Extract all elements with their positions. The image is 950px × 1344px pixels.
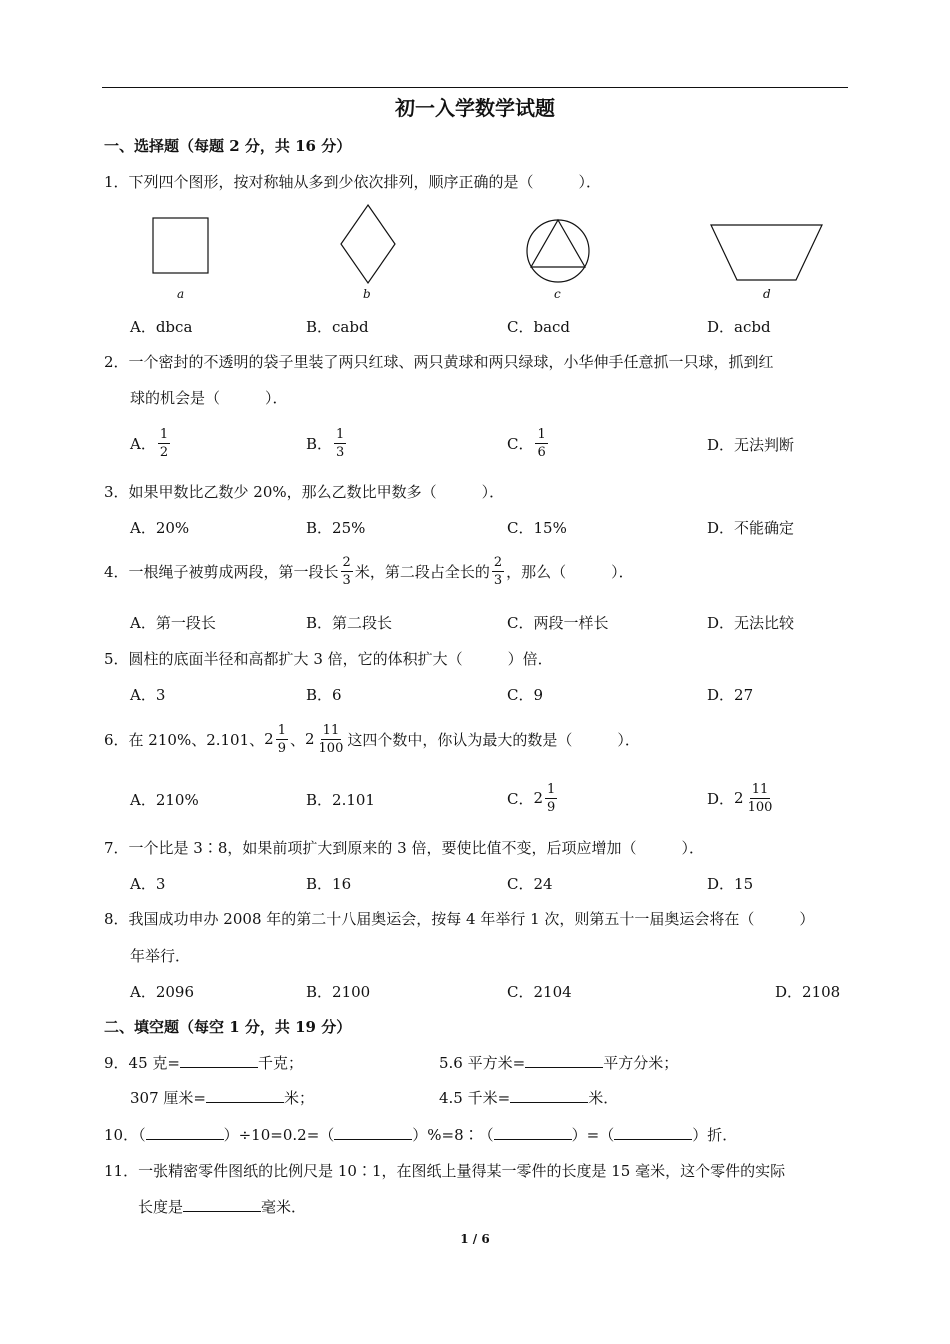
q6-option-c[interactable] — [507, 778, 559, 818]
fraction — [535, 426, 547, 461]
denominator: 6 — [537, 444, 546, 460]
q4-option-c[interactable]: C．两段一样长 — [507, 614, 609, 632]
q2-option-c[interactable] — [507, 423, 550, 463]
q4-option-a[interactable]: A．第一段长 — [130, 614, 216, 632]
question-4-part-2: 米，第二段占全长的 — [354, 562, 490, 581]
q10-part-2: ）÷10=0.2=（ — [223, 1126, 335, 1144]
question-11-line-2 — [138, 1196, 306, 1217]
whole-part: 2 — [734, 789, 744, 807]
numerator: 11 — [751, 781, 769, 797]
denominator: 3 — [493, 572, 503, 588]
top-rule — [102, 87, 848, 88]
question-5: 5．圆柱的底面半径和高都扩大 3 倍，它的体积扩大（ ）倍． — [104, 650, 553, 668]
figure-trapezoid — [708, 222, 826, 284]
q9c-prefix: 307 厘米= — [130, 1089, 206, 1107]
numerator: 1 — [336, 426, 345, 442]
figure-caption-a: a — [177, 287, 185, 301]
whole-part: 2 — [264, 730, 274, 748]
figure-circle-triangle — [522, 215, 594, 287]
page-number: 1 / 6 — [460, 1232, 490, 1246]
q2-option-d[interactable]: D．无法判断 — [707, 436, 795, 454]
q2-option-b[interactable] — [306, 423, 348, 463]
q2-option-a[interactable] — [130, 423, 172, 463]
whole-part: 2 — [533, 789, 544, 807]
q3-option-d[interactable]: D．不能确定 — [707, 519, 795, 537]
denominator: 3 — [336, 444, 345, 460]
q11-suffix: 毫米． — [261, 1198, 307, 1216]
question-1: 1．下列四个图形，按对称轴从多到少依次排列，顺序正确的是（ ）． — [104, 173, 602, 191]
figure-caption-b: b — [363, 287, 371, 301]
numerator: 11 — [322, 722, 340, 738]
q9d-prefix: 4.5 千米= — [439, 1089, 511, 1107]
answer-blank[interactable] — [510, 1088, 588, 1103]
q4-option-d[interactable]: D．无法比较 — [707, 614, 795, 632]
q7-option-d[interactable]: D．15 — [707, 875, 754, 893]
question-7: 7．一个比是 3∶8，如果前项扩大到原来的 3 倍，要使比值不变，后项应增加（ ）． — [104, 839, 704, 857]
question-3: 3．如果甲数比乙数少 20%，那么乙数比甲数多（ ）． — [104, 483, 505, 501]
q10-number: 10． — [104, 1126, 139, 1144]
q8-option-a[interactable]: A．2096 — [130, 983, 195, 1001]
question-8-line-1: 8．我国成功申办 2008 年的第二十八届奥运会，按每 4 年举行 1 次，则第五十一届奥运会将在（ ） — [104, 910, 815, 928]
q9b-suffix: 平方分米； — [603, 1054, 679, 1072]
fraction — [334, 426, 346, 461]
separator: 、 — [289, 730, 305, 749]
q1-option-c[interactable]: C．bacd — [507, 318, 571, 336]
question-9-b — [439, 1052, 678, 1073]
answer-blank[interactable] — [183, 1197, 261, 1212]
numerator: 1 — [537, 426, 546, 442]
fraction — [545, 781, 557, 816]
q10-part-4: ）=（ — [571, 1126, 615, 1144]
answer-blank[interactable] — [614, 1125, 692, 1140]
q9a-suffix: 千克； — [257, 1054, 303, 1072]
question-6-part-1: 6．在 210%、2.101、 — [104, 730, 265, 749]
answer-blank[interactable] — [180, 1053, 258, 1068]
q2-option-c-prefix: C． — [507, 434, 534, 453]
numerator: 2 — [342, 554, 351, 570]
mixed-number — [734, 781, 776, 816]
answer-blank[interactable] — [494, 1125, 572, 1140]
mixed-number — [305, 722, 347, 757]
question-11-line-1: 11．一张精密零件图纸的比例尺是 10∶1，在图纸上量得某一零件的长度是 15 毫米，这个零件的实际 — [104, 1162, 786, 1180]
mixed-number — [264, 722, 290, 757]
q10-part-5: ）折． — [692, 1126, 738, 1144]
q7-option-b[interactable]: B．16 — [306, 875, 352, 893]
q9d-suffix: 米． — [588, 1089, 619, 1107]
numerator: 1 — [547, 781, 556, 797]
denominator: 100 — [318, 740, 344, 756]
question-8-line-2: 年举行． — [130, 947, 191, 965]
q7-option-c[interactable]: C．24 — [507, 875, 553, 893]
numerator: 2 — [493, 554, 503, 570]
q11-prefix: 长度是 — [138, 1198, 184, 1216]
q6-option-c-prefix: C． — [507, 789, 534, 808]
q9a-prefix: 9．45 克= — [104, 1054, 180, 1072]
q8-option-b[interactable]: B．2100 — [306, 983, 371, 1001]
q3-option-b[interactable]: B．25% — [306, 519, 366, 537]
q5-option-a[interactable]: A．3 — [130, 686, 166, 704]
q2-option-a-prefix: A． — [130, 434, 156, 453]
fraction — [746, 781, 775, 816]
q5-option-b[interactable]: B．6 — [306, 686, 342, 704]
question-6 — [104, 719, 640, 759]
q8-option-d[interactable]: D．2108 — [775, 983, 841, 1001]
q3-option-a[interactable]: A．20% — [130, 519, 190, 537]
figure-rhombus — [336, 201, 400, 289]
q1-option-a[interactable]: A．dbca — [130, 318, 193, 336]
figure-square — [150, 215, 212, 277]
whole-part: 2 — [304, 730, 315, 748]
numerator: 1 — [159, 426, 169, 442]
q10-part-3: ）%=8∶（ — [412, 1126, 494, 1144]
q6-option-a[interactable]: A．210% — [130, 791, 199, 809]
q7-option-a[interactable]: A．3 — [130, 875, 166, 893]
question-6-part-2: 这四个数中，你认为最大的数是（ ）． — [347, 730, 640, 749]
answer-blank[interactable] — [146, 1125, 224, 1140]
fraction — [492, 554, 504, 589]
question-4-part-3: ，那么（ ）． — [506, 562, 634, 581]
answer-blank[interactable] — [206, 1088, 284, 1103]
page-title: 初一入学数学试题 — [395, 96, 555, 120]
fraction — [276, 722, 288, 757]
question-4 — [104, 551, 634, 591]
figure-caption-d: d — [763, 287, 771, 301]
answer-blank[interactable] — [525, 1053, 603, 1068]
question-2-line-1: 2．一个密封的不透明的袋子里装了两只红球、两只黄球和两只绿球，小华伸手任意抓一只球，抓到红 — [104, 353, 774, 371]
fraction — [341, 554, 353, 589]
question-4-part-1: 4．一根绳子被剪成两段，第一段长 — [104, 562, 339, 581]
q9c-suffix: 米； — [283, 1089, 314, 1107]
q8-option-c[interactable]: C．2104 — [507, 983, 572, 1001]
question-9-a — [104, 1052, 303, 1073]
denominator: 3 — [342, 572, 351, 588]
question-2-line-2: 球的机会是（ ）． — [130, 389, 288, 407]
numerator: 1 — [277, 722, 286, 738]
fraction — [158, 426, 170, 461]
answer-blank[interactable] — [334, 1125, 412, 1140]
question-9-d — [439, 1087, 618, 1108]
mixed-number — [533, 781, 559, 816]
q1-option-b[interactable]: B．cabd — [306, 318, 369, 336]
q6-option-d[interactable] — [707, 778, 776, 818]
q9b-prefix: 5.6 平方米= — [439, 1054, 526, 1072]
q6-option-d-prefix: D． — [707, 789, 735, 808]
denominator: 2 — [159, 444, 169, 460]
q3-option-c[interactable]: C．15% — [507, 519, 567, 537]
denominator: 9 — [547, 799, 556, 815]
q5-option-d[interactable]: D．27 — [707, 686, 754, 704]
q5-option-c[interactable]: C．9 — [507, 686, 544, 704]
section-heading-fill: 二、填空题（每空 1 分，共 19 分） — [104, 1018, 352, 1036]
q10-part-1: （ — [138, 1126, 146, 1144]
figure-caption-c: c — [554, 287, 561, 301]
q1-option-d[interactable]: D．acbd — [707, 318, 771, 336]
question-10 — [104, 1124, 737, 1145]
denominator: 100 — [747, 799, 773, 815]
q4-option-b[interactable]: B．第二段长 — [306, 614, 393, 632]
q2-option-b-prefix: B． — [306, 434, 333, 453]
denominator: 9 — [277, 740, 286, 756]
q6-option-b[interactable]: B．2.101 — [306, 791, 375, 809]
fraction — [317, 722, 346, 757]
section-heading-choice: 一、选择题（每题 2 分，共 16 分） — [104, 137, 352, 155]
question-9-c — [130, 1087, 314, 1108]
